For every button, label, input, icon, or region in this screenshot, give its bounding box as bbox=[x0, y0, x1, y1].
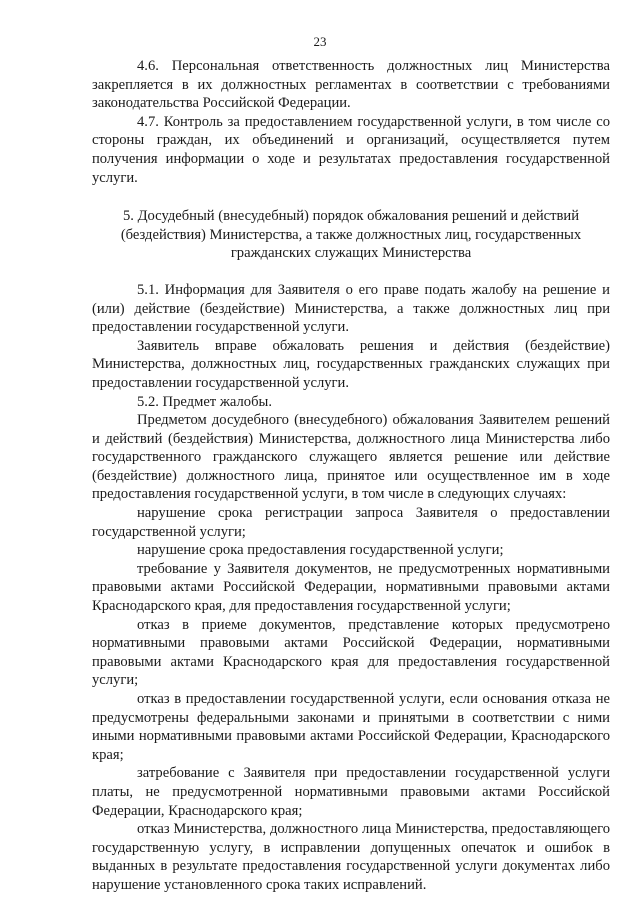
list-item-case: затребование с Заявителя при предоставлении государственной услуги платы, не предусмотренной нормативными правовыми актами Российской Федерации, Краснодарского края; bbox=[92, 765, 610, 819]
paragraph-4-7: 4.7. Контроль за предоставлением государственной услуги, в том числе со стороны граждан, их объединений и организаций, осуществляется путем получения информации о ходе и результатах предоставления государственной услуги. bbox=[92, 113, 610, 186]
paragraph-appeal-right: Заявитель вправе обжаловать решения и действия (бездействие) Министерства, должностных лиц, государственных гражданских служащих при предоставлении государственной услуги. bbox=[92, 337, 610, 391]
list-item-case: отказ Министерства, должностного лица Министерства, предоставляющего государственную услугу, в исправлении допущенных опечаток и ошибок в выданных в результате предоставления государственной услуги документах либо нарушение установленного срока таких исправлений. bbox=[92, 821, 610, 893]
document-body bbox=[92, 57, 610, 895]
section-5-heading bbox=[92, 207, 610, 263]
section-heading-line: 5. Досудебный (внесудебный) порядок обжалования решений и действий bbox=[122, 208, 580, 225]
paragraph-appeal-subject: Предметом досудебного (внесудебного) обжалования Заявителем решений и действий (бездействия) Министерства, должностного лица Министерства либо государственного гражданского служащего является решение или действие (бездействие) должностного лица, принятое или осуществленное им в ходе предоставления государственной услуги, в том числе в следующих случаях: bbox=[92, 412, 610, 503]
paragraph-4-6: 4.6. Персональная ответственность должностных лиц Министерства закрепляется в их должностных регламентах в соответствии с требованиями законодательства Российской Федерации. bbox=[92, 58, 610, 112]
list-item-case: нарушение срока предоставления государственной услуги; bbox=[137, 542, 504, 559]
list-item-case: отказ в приеме документов, представление которых предусмотрено нормативными правовыми актами Российской Федерации, нормативными правовыми актами Краснодарского края для предоставления государственной услуги; bbox=[92, 616, 610, 689]
list-item-case: нарушение срока регистрации запроса Заявителя о предоставлении государственной услуги; bbox=[92, 505, 610, 540]
section-heading-line: гражданских служащих Министерства bbox=[230, 245, 472, 262]
paragraph-5-2: 5.2. Предмет жалобы. bbox=[137, 393, 272, 410]
paragraph-5-1: 5.1. Информация для Заявителя о его праве подать жалобу на решение и (или) действие (бездействие) Министерства, а также должностных лиц при предоставлении государственной услуги. bbox=[92, 281, 610, 336]
page-number: 23 bbox=[313, 34, 327, 49]
list-item-case: отказ в предоставлении государственной услуги, если основания отказа не предусмотрены федеральными законами и принятыми в соответствии с ними иными нормативными правовыми актами Российской Федерации, Краснодарского края; bbox=[92, 691, 610, 763]
section-heading-line: (бездействия) Министерства, а также должностных лиц, государственных bbox=[120, 226, 582, 243]
list-item-case: требование у Заявителя документов, не предусмотренных нормативными правовыми актами Российской Федерации, нормативными правовыми актами Краснодарского края, для предоставления государственной услуги; bbox=[92, 560, 610, 615]
